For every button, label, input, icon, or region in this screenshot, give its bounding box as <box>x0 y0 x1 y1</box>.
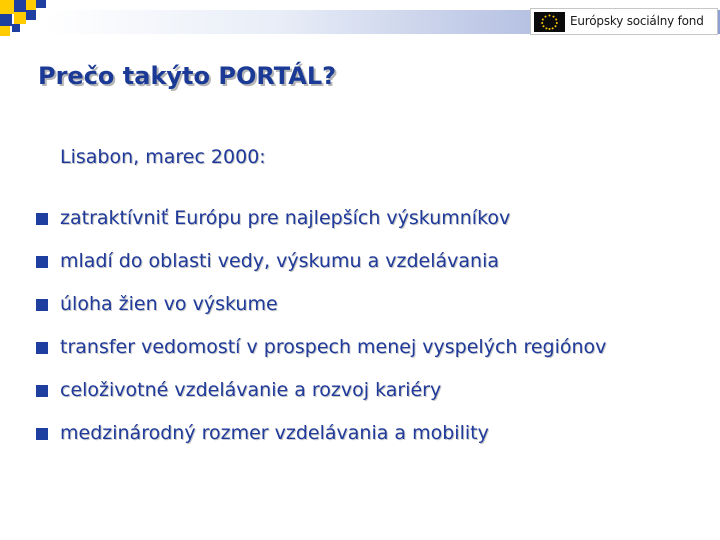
logo-text: Európsky sociálny fond <box>570 14 704 28</box>
bullet-text: mladí do oblasti vedy, výskumu a vzdelávania <box>60 250 499 272</box>
bullet-text: medzinárodný rozmer vzdelávania a mobility <box>60 422 489 444</box>
bullet-square-icon <box>36 428 48 440</box>
bullet-square-icon <box>36 213 48 225</box>
bullet-square-icon <box>36 299 48 311</box>
bullet-text: zatraktívniť Európu pre najlepších výskumníkov <box>60 207 511 229</box>
subtitle: Lisabon, marec 2000: <box>60 146 266 168</box>
bullet-square-icon <box>36 385 48 397</box>
bullet-text: transfer vedomostí v prospech menej vyspelých regiónov <box>60 336 607 358</box>
page-title: Prečo takýto PORTÁL? <box>38 62 337 90</box>
bullet-text: celoživotné vzdelávanie a rozvoj kariéry <box>60 379 442 401</box>
bullet-square-icon <box>36 342 48 354</box>
bullet-text: úloha žien vo výskume <box>60 293 278 315</box>
bullet-square-icon <box>36 256 48 268</box>
